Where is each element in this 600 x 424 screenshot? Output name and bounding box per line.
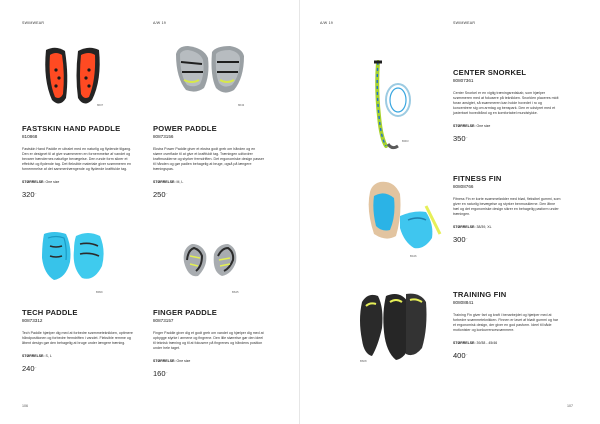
product-price — [453, 351, 561, 360]
price-value: 300 — [453, 235, 466, 244]
price-currency: ,- — [465, 236, 468, 240]
image-code-power: 8643 — [238, 103, 245, 107]
product-price — [453, 235, 561, 244]
size-values: 39/38 - 45/46 — [476, 341, 498, 345]
image-code-fitness: B446 — [410, 254, 417, 258]
image-code-fastskin: 8607 — [97, 103, 104, 107]
page-header-season-right: A/W 19 — [320, 21, 333, 25]
page-spine — [299, 0, 300, 424]
product-price — [453, 134, 561, 143]
page-header-left: SWIMWEAR — [22, 21, 45, 25]
size-label: STØRRELSE: — [22, 180, 45, 184]
product-description: Center Snorkel er en vigtig træningsredskab, som hjælper svømmeren med at fokusere på teknikken. Snorklen placeres midt foran ansigtet, så svømmeren kan holde hovedet i ro og koncentrere sig om armtag og benspark. Den er udstyret med et justerbart hovedbånd og en komfortabel mundstykke. — [453, 91, 559, 115]
price-currency: ,- — [165, 370, 168, 374]
size-label: STØRRELSE: — [153, 180, 176, 184]
product-code: 80807361 — [453, 78, 474, 83]
size-label: STØRRELSE: — [453, 341, 476, 345]
price-value: 320 — [22, 190, 35, 199]
product-price — [153, 190, 265, 199]
size-values: One size — [176, 359, 191, 363]
product-description: Ekstra Power Paddle giver et ekstra godt greb om hånden og en større overflade til at give et kraftfuldt tag. Træningen udfordrer kraftmusklerne og styrker fremdriften. Det ergonomiske design passer til hånden og gør padlen behagelig at bruge, også på længere træningspas. — [153, 147, 265, 171]
price-currency: ,- — [34, 191, 37, 195]
product-code: 80873312 — [22, 318, 43, 323]
page-number-right: 107 — [567, 404, 573, 408]
fitness-fin-image — [360, 176, 444, 256]
product-fitness-fin — [453, 174, 561, 244]
price-currency: ,- — [34, 365, 37, 369]
product-price — [22, 364, 134, 373]
price-value: 160 — [153, 369, 166, 378]
image-code-training: B608 — [360, 359, 367, 363]
product-center-snorkel — [453, 68, 561, 143]
product-sizes — [22, 354, 134, 358]
product-description: Fastskin Hand Paddle er ultralet med en naturlig og flydende tilgang. Den er designet til at give svømmeren en fornemmelse af vandet og bevarer hændernes naturlige bevægelse. Den runde form sikrer et effektivt og flydende tag. Det fleksible materiale giver svømmeren en fornemmelse af det sammenhængende og flydende kraftfulde tag. — [22, 147, 132, 171]
product-title: FINGER PADDLE — [153, 308, 218, 317]
page-header-right: SWIMWEAR — [453, 21, 476, 25]
size-values: 38/39, XL — [476, 225, 492, 229]
size-label: STØRRELSE: — [22, 354, 45, 358]
finger-paddle-image — [178, 238, 242, 284]
power-paddle-image — [172, 42, 248, 108]
product-code: 80873157 — [153, 318, 174, 323]
product-code: 810868 — [22, 134, 38, 139]
price-currency: ,- — [165, 191, 168, 195]
product-description: Fitness Fin er korte svømmefødder med blød, fleksibel gummi, som giver en naturlig bevægelse og styrker benmusklerne. Den åbne hæl og det ergonomiske design sikrer en behagelig pasform under træningen. — [453, 197, 561, 216]
product-sizes — [153, 359, 265, 363]
product-title: TECH PADDLE — [22, 308, 78, 317]
product-title: FASTSKIN HAND PADDLE — [22, 124, 121, 133]
size-values: S, L — [45, 354, 52, 358]
page-number-left: 106 — [22, 404, 28, 408]
product-sizes — [453, 124, 561, 128]
product-power-paddle — [153, 124, 265, 199]
product-training-fin — [453, 290, 561, 360]
product-sizes — [22, 180, 134, 184]
product-sizes — [453, 225, 561, 229]
tech-paddle-image — [40, 228, 108, 292]
product-code: 80873156 — [153, 134, 174, 139]
product-sizes — [453, 341, 561, 345]
image-code-tech: B999 — [96, 290, 103, 294]
product-price — [22, 190, 134, 199]
size-values: M, L — [176, 180, 184, 184]
center-snorkel-image — [362, 58, 420, 154]
product-price — [153, 369, 265, 378]
product-title: POWER PADDLE — [153, 124, 217, 133]
size-values: One size — [476, 124, 491, 128]
size-values: One size — [45, 180, 60, 184]
product-tech-paddle — [22, 308, 134, 373]
price-currency: ,- — [465, 135, 468, 139]
product-code: 80808841 — [453, 300, 474, 305]
product-description: Finger Paddle giver dig et godt greb om vandet og hjælper dig med at opbygge styrke i armene og fingrene. Den lille størrelse gør den ideel til teknisk træning og til at fokusere på fingrenes og håndens position under hele taget. — [153, 331, 264, 350]
training-fin-image — [356, 288, 430, 364]
product-code: 80808766 — [453, 184, 474, 189]
size-label: STØRRELSE: — [153, 359, 176, 363]
product-fastskin-hand-paddle — [22, 124, 134, 199]
price-value: 250 — [153, 190, 166, 199]
product-title: TRAINING FIN — [453, 290, 507, 299]
price-currency: ,- — [465, 352, 468, 356]
price-value: 400 — [453, 351, 466, 360]
product-title: CENTER SNORKEL — [453, 68, 527, 77]
price-value: 350 — [453, 134, 466, 143]
image-code-finger: B645 — [232, 290, 239, 294]
product-title: FITNESS FIN — [453, 174, 502, 183]
image-code-snorkel: B003 — [402, 139, 409, 143]
page-header-season-left: A/W 19 — [153, 21, 166, 25]
product-description: Tech Paddle hjælper dig med at forbedre svømmeteknikken, optimere håndpositionen og forbedre fremdriften i vandet. Fleksible remme og åbent design gør den behagelig at bruge under længere træning. — [22, 331, 133, 345]
price-value: 240 — [22, 364, 35, 373]
product-finger-paddle — [153, 308, 265, 378]
product-description: Training Fin giver fart og kraft i benarbejdet og hjælper med at forbedre svømmeteknikken. Finnen er lavet af blødt gummi og har et ergonomisk design, der giver en god pasform. Ideel til både motionister og konkurrencesvømmere. — [453, 313, 559, 332]
fastskin-hand-paddle-image — [38, 42, 108, 112]
size-label: STØRRELSE: — [453, 225, 476, 229]
size-label: STØRRELSE: — [453, 124, 476, 128]
product-sizes — [153, 180, 265, 184]
